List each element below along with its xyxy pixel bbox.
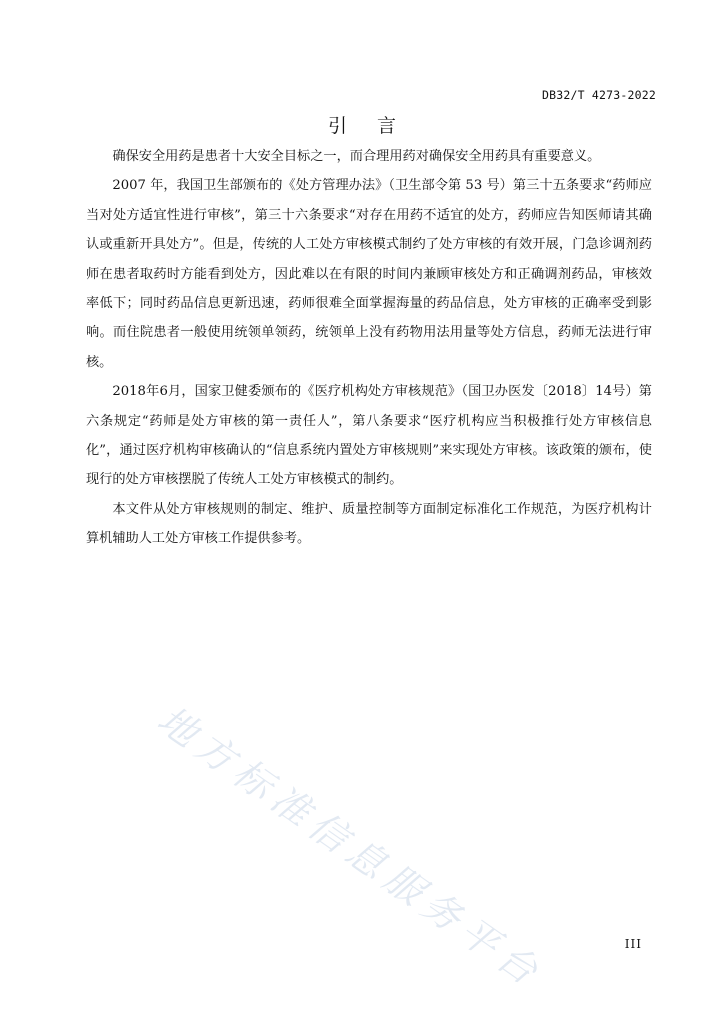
paragraph: 2007 年，我国卫生部颁布的《处方管理办法》（卫生部令第 53 号）第三十五条要求“药师应当对处方适宜性进行审核”，第三十六条要求“对存在用药不适宜的处方，药师应告知医师请其确认或重新开具处方”。但是，传统的人工处方审核模式制约了处方审核的有效开展，门急诊调剂药师在患者取药时方能看到处方，因此难以在有限的时间内兼顾审核处方和正确调剂药品，审核效率低下；同时药品信息更新迅速，药师很难全面掌握海量的药品信息，处方审核的正确率受到影响。而住院患者一般使用统领单领药，统领单上没有药物用法用量等处方信息，药师无法进行审核。 <box>86 178 652 370</box>
document-code: DB32/T 4273-2022 <box>542 88 656 102</box>
document-body <box>86 142 652 554</box>
paragraph: 本文件从处方审核规则的制定、维护、质量控制等方面制定标准化工作规范，为医疗机构计算机辅助人工处方审核工作提供参考。 <box>86 501 652 547</box>
page-title: 引言 <box>327 115 426 137</box>
page-number: III <box>624 937 642 951</box>
paragraph: 2018年6月，国家卫健委颁布的《医疗机构处方审核规范》（国卫办医发〔2018〕14号）第六条规定“药师是处方审核的第一责任人”，第八条要求“医疗机构应当积极推行处方审核信息化”，通过医疗机构审核确认的“信息系统内置处方审核规则”来实现处方审核。该政策的颁布，使现行的处方审核摆脱了传统人工处方审核模式的制约。 <box>86 384 652 488</box>
watermark: 地方标准信息服务平台 <box>149 697 552 998</box>
paragraph: 确保安全用药是患者十大安全目标之一，而合理用药对确保安全用药具有重要意义。 <box>112 149 601 164</box>
